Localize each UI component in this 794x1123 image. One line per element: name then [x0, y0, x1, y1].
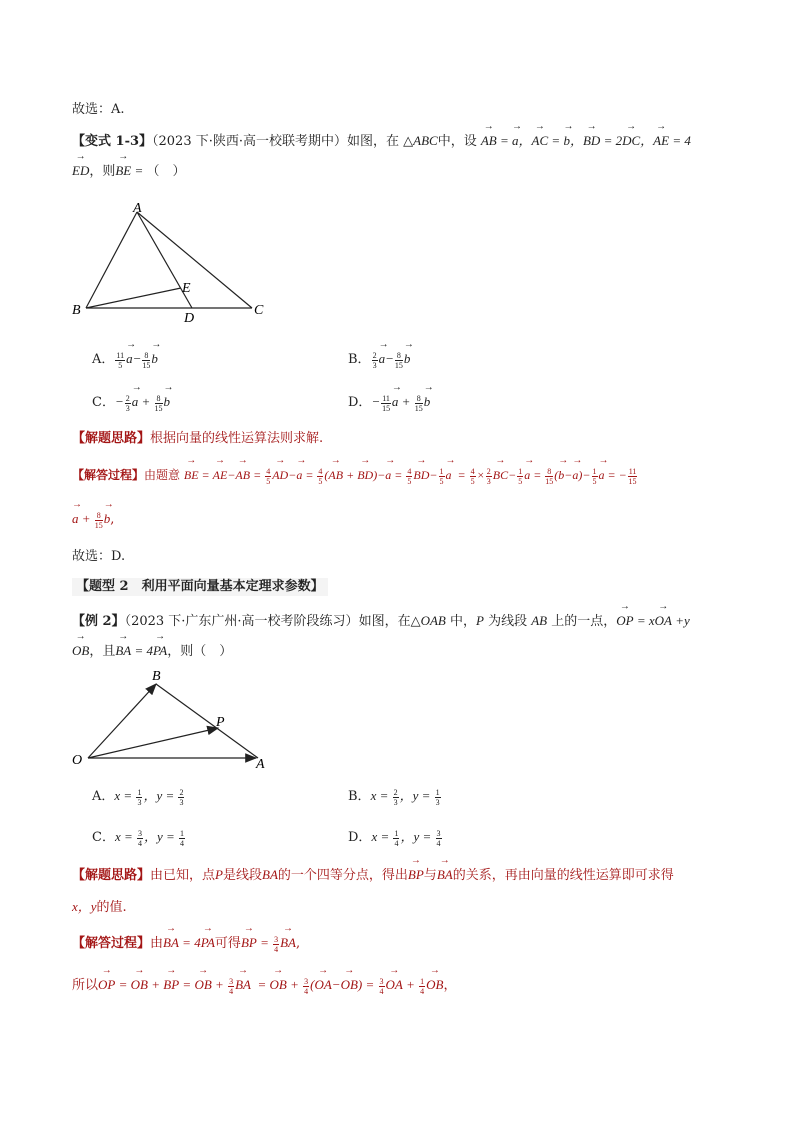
label-B: B [152, 669, 161, 684]
label-B: B [72, 303, 81, 318]
label-D: D [184, 311, 195, 325]
label-P: P [216, 715, 225, 730]
conclusion-d: 故选：D. [72, 549, 126, 564]
option2-a: A．x = $\frac{1}{3}$ ，y = $\frac{2}{3}$ [92, 787, 184, 807]
label-A: A [133, 201, 142, 216]
option-a: A． $\frac{11}{5}$ → a− $\frac{8}{15}$ → b [92, 350, 158, 370]
option-b: B． $\frac{2}{3}$ → a− $\frac{8}{15}$ → b [348, 350, 410, 370]
option-c: C．− $\frac{2}{3}$ → a + $\frac{8}{15}$ → b [92, 393, 170, 413]
section-title: 【题型 2 利用平面向量基本定理求参数】 [72, 578, 328, 596]
process-2-line2: 所以→ OP = → OB + → BP = → OB + $\frac{3}{4}$ → BA = → OB + $\frac{3}{4}$ (→ OA−→ OB) = $\frac{3}{4}$ → OA + $\frac{1}{4}$ → OB， [72, 976, 457, 996]
label-C: C [254, 303, 264, 318]
option2-c: C．x = $\frac{3}{4}$ ，y = $\frac{1}{4}$ [92, 828, 185, 848]
example-2-line2: → OB，且→ BA = 4→ PA，则（ ） [72, 642, 232, 661]
problem-1-3-line1: 【变式 1-3】（2023 下·陕西·高一校联考期中）如图，在 △ABC中，设 → AB = → a，→ AC = → b，→ BD = 2→ DC，→ AE = 4 [72, 132, 691, 151]
process-1-line2: → a + $\frac{8}{15}$ → b, [72, 510, 114, 530]
problem-1-3-line2: → ED，则→ BE = （ ） [72, 162, 186, 181]
conclusion-a: 故选：A. [72, 102, 125, 117]
triangle-oab-figure [68, 664, 278, 774]
option-d: D．− $\frac{11}{15}$ → a + $\frac{8}{15}$ → b [348, 393, 430, 413]
option2-d: D．x = $\frac{1}{4}$ ，y = $\frac{3}{4}$ [348, 828, 441, 848]
triangle-abc-figure [70, 200, 280, 325]
process-1-line1: 【解答过程】由题意 → BE = → AE−→ AB = $\frac{4}{5}$ → AD−→ a = $\frac{4}{5}$ (→ AB + → BD)−→ a = $\frac{4}{5}$ → BD− $\frac{1}{5}$ → a = $\frac{4}{5}$ × $\frac{2}{3}$ → BC− $\frac{1}{5}$ → a = $\frac{8}{15}$ (→ b−→ a)− $\frac{1}{5}$ → a = − $\frac{11}{15}$ [72, 466, 638, 486]
thinking-2-line1: 【解题思路】由已知，点P是线段BA的一个四等分点，得出→ BP与→ BA的关系，再由向量的线性运算即可求得 [72, 866, 674, 885]
thinking-2-line2: x，y的值. [72, 899, 127, 915]
label-O: O [72, 753, 83, 768]
process-2-line1: 【解答过程】由→ BA = 4→ PA可得→ BP = $\frac{3}{4}$ → BA, [72, 934, 300, 954]
label-A: A [256, 757, 265, 772]
example-2-line1: 【例 2】（2023 下·广东广州·高一校考阶段练习）如图，在△OAB 中，P 为线段 AB 上的一点，→ OP = x→ OA +y [72, 612, 690, 631]
label-E: E [182, 281, 191, 296]
thinking-1: 【解题思路】根据向量的线性运算法则求解. [72, 431, 324, 446]
option2-b: B．x = $\frac{2}{3}$ ，y = $\frac{1}{3}$ [348, 787, 440, 807]
